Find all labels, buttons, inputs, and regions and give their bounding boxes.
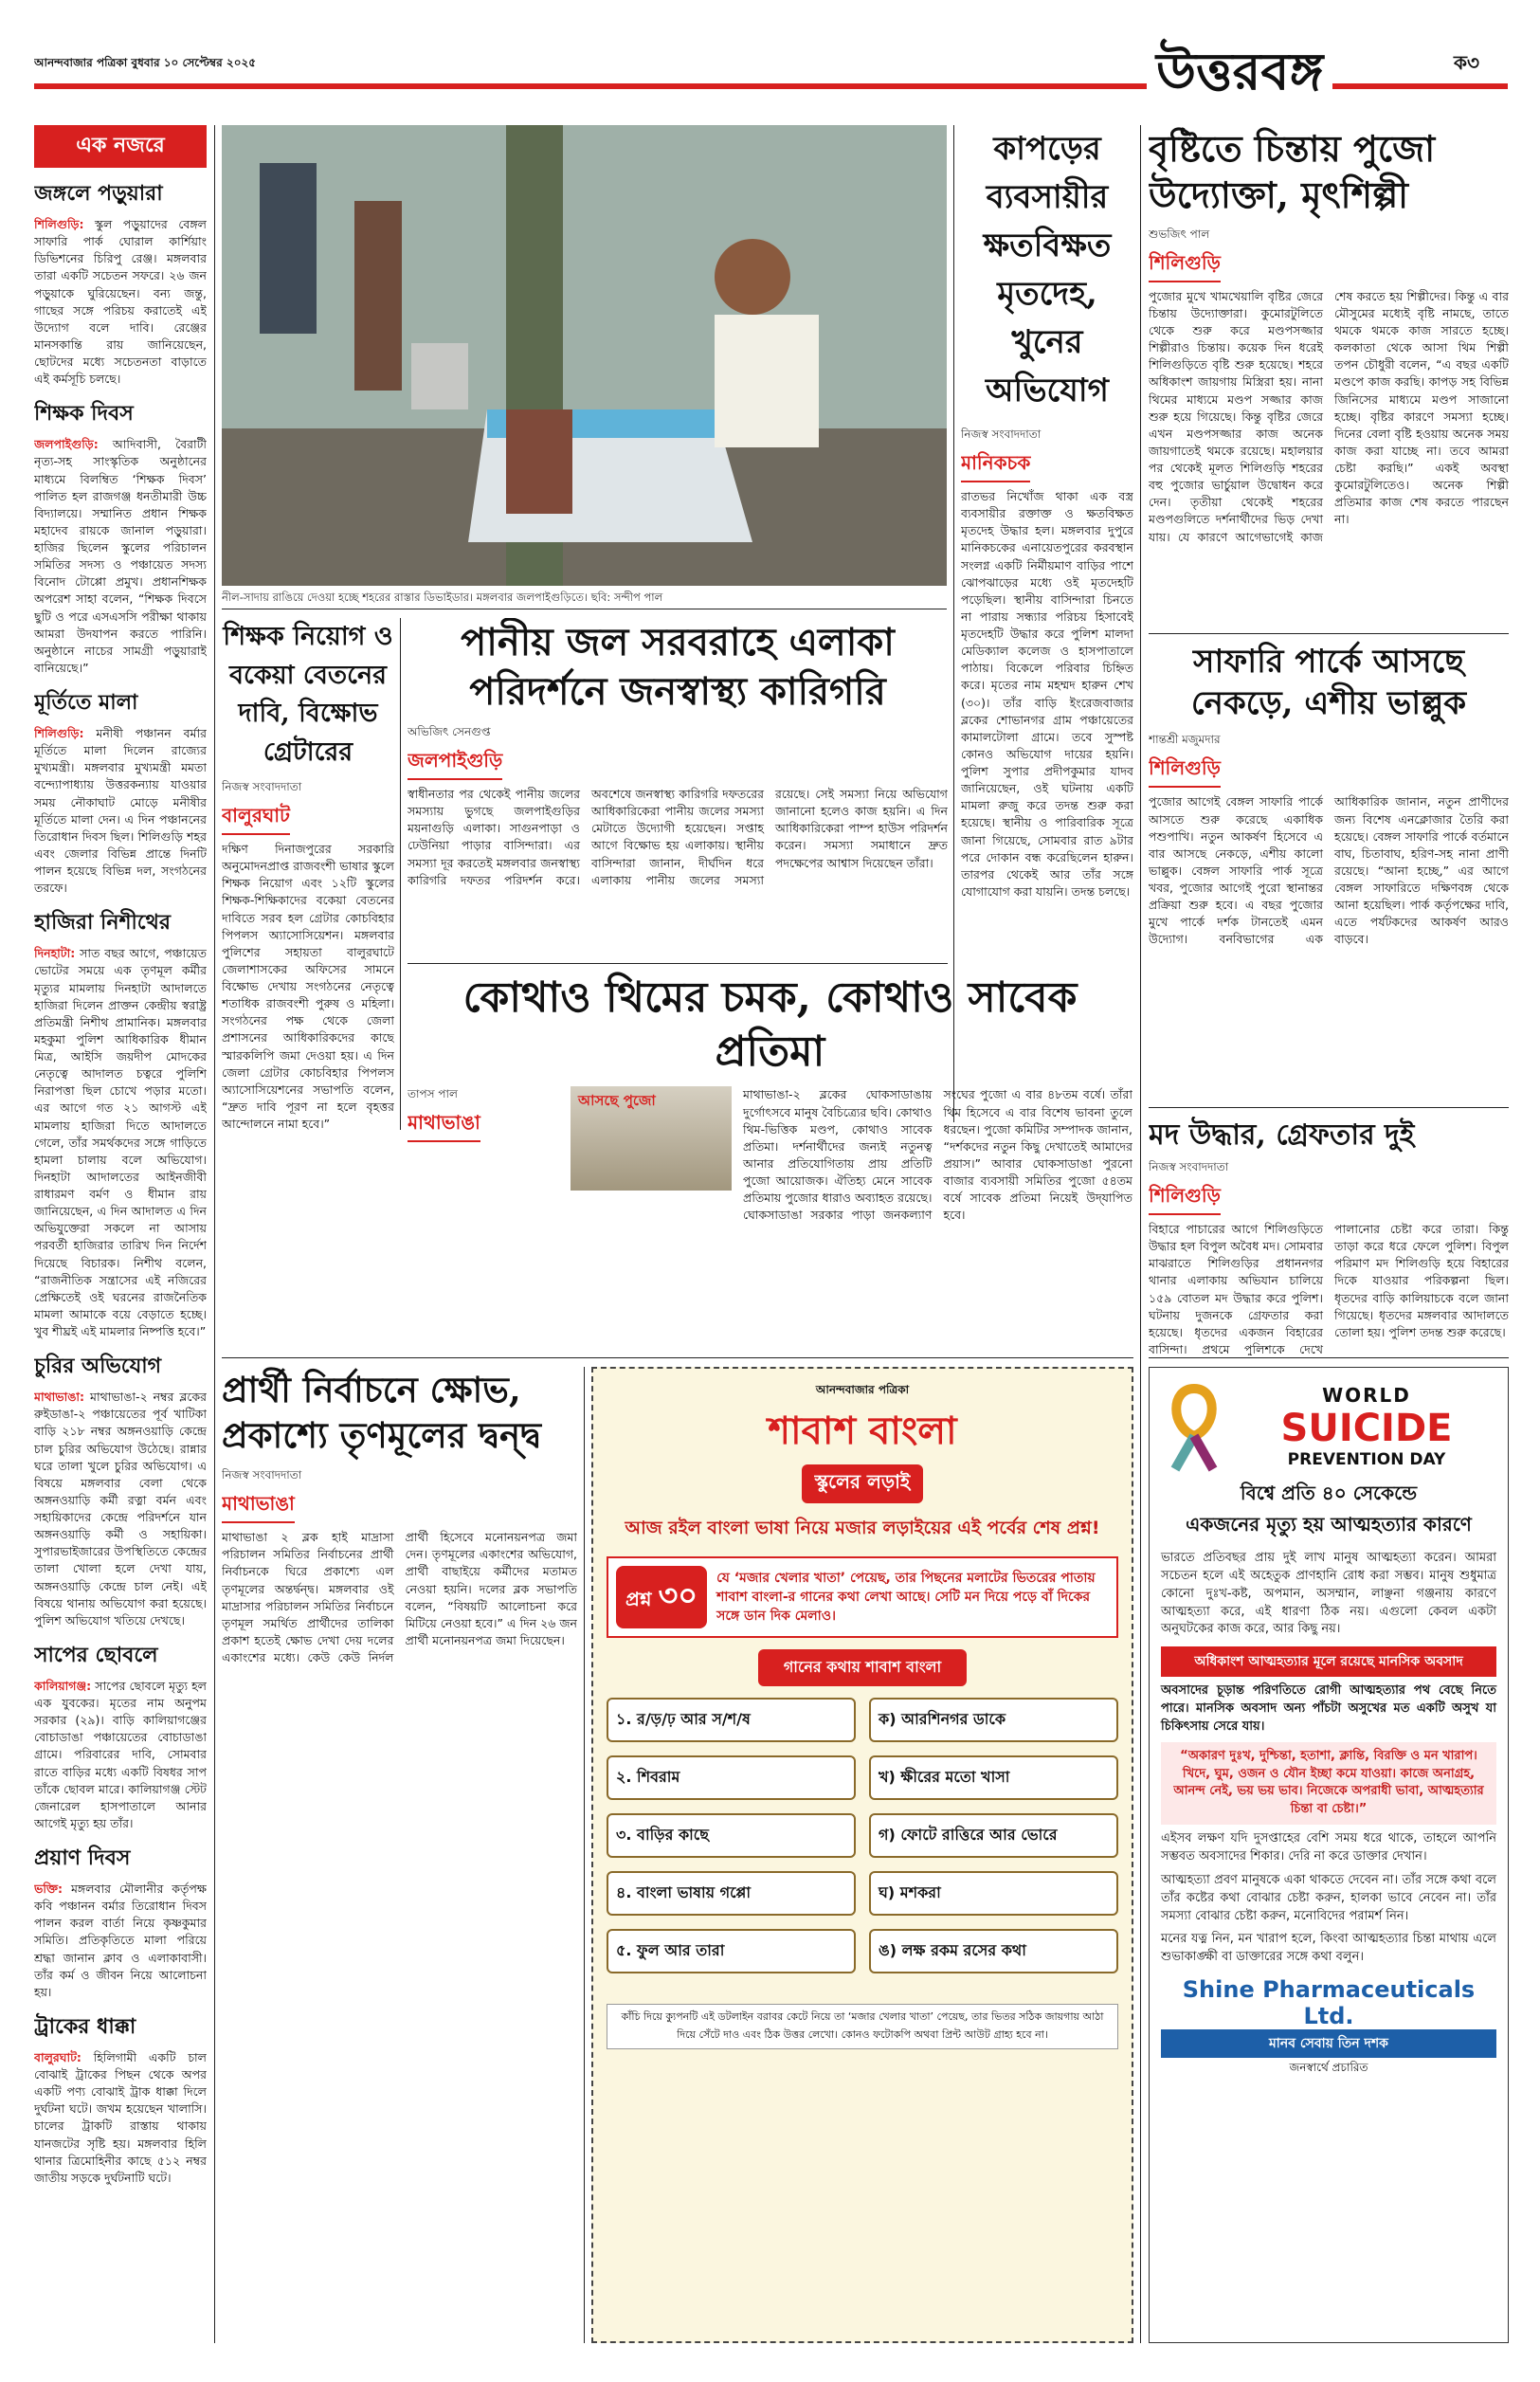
divider bbox=[1140, 125, 1141, 2343]
news-photo bbox=[222, 125, 947, 586]
teacher-headline: শিক্ষক নিয়োগ ও বকেয়া বেতনের দাবি, বিক্ষোভ গ্রেটারের bbox=[223, 622, 393, 767]
artisans-byline: শুভজিৎ পাল bbox=[1149, 227, 1210, 241]
quiz-option-left: ৩. বাড়ির কাছে bbox=[607, 1813, 856, 1858]
artisans-headline: বৃষ্টিতে চিন্তায় পুজো উদ্যোক্তা, মৃৎশিল্পী bbox=[1149, 127, 1436, 217]
sidebar-item-text: সাত বছর আগে, পঞ্চায়েত ভোটের সময়ে এক তৃণমূল কর্মীর মৃত্যুর মামলায় দিনহাটা আদালতে হাজিরা দিলেন প্রাক্তন কেন্দ্রীয় স্বরাষ্ট্র প্রতিমন্ত্রী নিশীথ প্রামানিক। মঙ্গলবার মহকুমা পুলিশ আধিকারিক ধীমান মিত্র, আইসি জয়দীপ মোদকের নেতৃত্বে আদালত চত্বরে পুলিশি নিরাপত্তা ছিল চোখে পড়ার মতো। এর আগে গত ২১ আগস্ট এই মামলায় হাজিরা দিতে আদালতে গেলে, তাঁর সমর্থকদের সঙ্গে গাড়িতে হামলা চালায় বলে অভিযোগ। দিনহাটা আদালতের আইনজীবী রাধারমণ বর্মণ ও ধীমান রায় জানিয়েছেন, এ দিন আদালত এ দিন অভিযুক্তেরা সকলে না আসায় পরবর্তী হাজিরার তারিখ দিন নির্দেশ দিয়েছে বিচারক। নিশীথ বলেন, “রাজনীতিক সন্ত্রাসের এই নজিরের প্রেক্ষিতেই ওই ঘরনের রাজনৈতিক মামলা আমাকে বয়ে বেড়াতে হচ্ছে। খুব শীঘ্রই এই মামলার নিষ্পত্তি হবে।” bbox=[34, 946, 207, 1338]
ad-sub2: একজনের মৃত্যু হয় আত্মহত্যার কারণে bbox=[1186, 1513, 1472, 1536]
quiz-tag: গানের কথায় শাবাশ বাংলা bbox=[758, 1649, 967, 1686]
crime-headline: কাপড়ের ব্যবসায়ীর ক্ষতবিক্ষত মৃতদেহ, খুনের অভিযোগ bbox=[983, 130, 1112, 409]
safari-place: শিলিগুড়ি bbox=[1149, 755, 1221, 788]
sidebar-item-headline: প্রয়াণ দিবস bbox=[34, 1846, 131, 1870]
water-byline: অভিজিৎ সেনগুপ্ত bbox=[408, 725, 491, 738]
liquor-place: শিলিগুড়ি bbox=[1149, 1182, 1221, 1215]
sidebar-item bbox=[34, 177, 207, 388]
ad-line3: PREVENTION DAY bbox=[1287, 1450, 1446, 1469]
sidebar-item-place: ভক্তি: bbox=[34, 1882, 63, 1896]
sidebar-item-place: জলপাইগুড়ি: bbox=[34, 437, 99, 452]
photo-caption: নীল-সাদায় রাঙিয়ে দেওয়া হচ্ছে শহরের রাস্তার ডিভাইডার। মঙ্গলবার জলপাইগুড়িতে। ছবি: সন্দীপ পাল bbox=[222, 591, 663, 604]
sidebar-item-headline: ট্রাকের ধাক্কা bbox=[34, 2013, 136, 2039]
sidebar-item-place: শিলিগুড়ি: bbox=[34, 726, 84, 740]
quiz-option-right: ঙ) লক্ষ রকম রসের কথা bbox=[869, 1929, 1118, 1973]
quiz-q-label: প্রশ্ন bbox=[625, 1588, 652, 1610]
tmc-place: মাথাভাঙা bbox=[222, 1490, 295, 1523]
sidebar-item-body bbox=[34, 216, 207, 388]
masthead-date: আনন্দবাজার পত্রিকা বুধবার ১০ সেপ্টেম্বর ২০২৫ bbox=[34, 56, 257, 69]
quiz-footer: কাঁচি দিয়ে ক্যুপনটি এই ডটলাইন বরাবর কেটে নিয়ে তা ‘মজার খেলার খাতা’ পেয়েছ, তার ভিতর সঠিক জায়গায় আঠা দিয়ে সেঁটে দাও এবং ঠিক উত্তর লেখো। কোনও ফটোকপি অথবা প্রিন্ট আউট গ্রাহ্য হবে না। bbox=[607, 2004, 1118, 2049]
quiz-columns bbox=[607, 1698, 1118, 1987]
sidebar-title: এক নজরে bbox=[34, 125, 207, 168]
sidebar-item-place: বালুরঘাট: bbox=[34, 2049, 82, 2064]
quiz-right-column bbox=[869, 1698, 1118, 1987]
awareness-ribbon-icon bbox=[1161, 1379, 1227, 1474]
idol-body: মাথাভাঙা-২ ব্লকের ঘোকসাডাঙায় দুর্গোৎসবে মানুষ বৈচিত্র্যের ছবি। কোথাও থিম-ভিত্তিক মণ্ডপ, কোথাও সাবেক প্রতিমা। দর্শনার্থীদের জন্যই নতুনত্ব আনার প্রতিযোগিতায় প্রায় প্রতিটি পুজো আয়োজক। ঐতিহ্য মেনে সাবেক প্রতিমায় পুজোর ধারাও অব্যাহত রয়েছে। ঘোকসাডাঙা সরকার পাড়া জনকল্যাণ সংঘের পুজো এ বার ৪৮তম বর্ষে। তাঁরা থিম হিসেবে এ বার বিশেষ ভাবনা তুলে ধরছেন। পুজো কমিটির সম্পাদক জানান, “দর্শকদের নতুন কিছু দেখাতেই আমাদের প্রয়াস।” আবার ঘোকসাডাঙা পুরনো বাজার ব্যবসায়ী সমিতির পুজো ৫৪তম বর্ষে সাবেক প্রতিমা নিয়েই উদ্‌যাপিত হবে। bbox=[743, 1087, 1132, 1223]
sidebar-item bbox=[34, 1350, 207, 1629]
sidebar-item bbox=[34, 1639, 207, 1832]
sidebar-item-place: দিনহাটা: bbox=[34, 946, 76, 961]
quiz-option-left: ৪. বাংলা ভাষায় গপ্পো bbox=[607, 1871, 856, 1916]
sidebar-item-body bbox=[34, 2049, 207, 2187]
quiz-q-number: ৩০ bbox=[658, 1577, 698, 1613]
sidebar-item-text: আদিবাসী, বৈরাটী নৃত্য-সহ সাংস্কৃতিক অনুষ্ঠানের মাধ্যমে বিলম্বিত ‘শিক্ষক দিবস’ পালিত হল রাজগঞ্জ ধনতীমারী উচ্চ বিদ্যালয়ে। সম্মানিত প্রধান শিক্ষক মহাদেব রায়কে জানাল পড়ুয়ারা। হাজির ছিলেন স্কুলের পরিচালন সমিতির সদস্য ও পঞ্চায়েত সদস্য বিনোদ টোপ্পো প্রমুখ। প্রধানশিক্ষক অপরেশ সাহা বলেন, “শিক্ষক দিবসে ছুটি ও পরে এসএসসি পরীক্ষা থাকায় আমরা উদযাপন করতে পারিনি। অনুষ্ঠানে নাচের সামগ্রী পড়ুয়ারাই বানিয়েছে।” bbox=[34, 437, 207, 675]
quiz-option-right: ক) আরশিনগর ডাকে bbox=[869, 1698, 1118, 1742]
quiz-option-right: গ) ফোটে রাত্তিরে আর ভোরে bbox=[869, 1813, 1118, 1858]
sidebar-item bbox=[34, 906, 207, 1340]
tmc-story bbox=[222, 1367, 577, 2343]
water-place: জলপাইগুড়ি bbox=[408, 747, 502, 780]
puja-logo-text: আসছে পুজো bbox=[578, 1092, 656, 1110]
crime-byline: নিজস্ব সংবাদদাতা bbox=[961, 427, 1042, 441]
sidebar-item-text: মনীষী পঞ্চানন বর্মার মূর্তিতে মালা দিলেন রাজ্যের মুখ্যমন্ত্রী। মঙ্গলবার মুখ্যমন্ত্রী মমতা বন্দ্যোপাধ্যায় উত্তরকন্যায় যাওয়ার সময় নৌকাঘাট মোড়ে মনীষীর মূর্তিতে মালা দেন। এ দিন পঞ্চাননের তিরোধান দিবস ছিল। শিলিগুড়ি শহর এবং জেলার বিভিন্ন প্রান্তে দিনটি পালন হয়েছে বিভিন্ন দল, সংগঠনের তরফে। bbox=[34, 726, 207, 896]
quiz-option-right: খ) ক্ষীরের মতো খাসা bbox=[869, 1755, 1118, 1800]
ad-para2: অবসাদের চূড়ান্ত পরিণতিতে রোগী আত্মহত্যার পথ বেছে নিতে পারে। মানসিক অবসাদ অন্য পাঁচটা অসুখের মত একটি অসুখ যা চিকিৎসায় সেরে যায়। bbox=[1161, 1683, 1496, 1734]
divider bbox=[584, 1367, 585, 2343]
sidebar-item-text: মাথাভাঙা-২ নম্বর ব্লকের রুইডাঙা-২ পঞ্চায়েতের পূর্ব খাটিকা বাড়ি ২১৮ নম্বর অঙ্গনওয়াড়ি কেন্দ্রে চাল চুরির অভিযোগ উঠেছে। রান্নার ঘরে তালা খুলে চুরির অভিযোগ। এ বিষয়ে মঙ্গলবার বেলা থেকে অঙ্গনওয়াড়ি কর্মী রত্না বর্মন এবং সহায়িকাদের কেন্দ্রে পরিদর্শনে যান অঙ্গনওয়াড়ি কর্মী ও সহায়িকা। সুপারভাইজারের উপস্থিতিতে কেন্দ্রের তালা খোলা হলে দেখা যায়, অঙ্গনওয়াড়ি কেন্দ্রে চাল নেই। এই বিষয়ে থানায় অভিযোগ করা হয়েছে। পুলিশ অভিযোগ খতিয়ে দেখছে। bbox=[34, 1390, 207, 1627]
sidebar-item-body bbox=[34, 436, 207, 677]
safari-story bbox=[1149, 641, 1509, 1100]
suicide-ad bbox=[1149, 1367, 1509, 2343]
liquor-headline: মদ উদ্ধার, গ্রেফতার দুই bbox=[1149, 1118, 1415, 1152]
page-number: ক৩ bbox=[1450, 49, 1483, 81]
ad-line2: SUICIDE bbox=[1280, 1407, 1453, 1450]
sidebar-item-headline: মূর্তিতে মালা bbox=[34, 690, 138, 715]
divider bbox=[1149, 1107, 1509, 1108]
idol-place: মাথাভাঙা bbox=[408, 1109, 480, 1142]
teacher-story bbox=[222, 618, 394, 1130]
sidebar-item-headline: জঙ্গলে পড়ুয়ারা bbox=[34, 181, 163, 206]
idol-story bbox=[408, 971, 1132, 1354]
idol-byline: তাপস পাল bbox=[408, 1087, 458, 1101]
puja-logo bbox=[571, 1086, 732, 1191]
sidebar-item bbox=[34, 686, 207, 897]
quiz-brand: আনন্দবাজার পত্রিকা bbox=[815, 1383, 910, 1396]
ad-company: Shine Pharmaceuticals Ltd. bbox=[1182, 1976, 1476, 2030]
sidebar-item-body bbox=[34, 1881, 207, 2001]
quiz-question: যে ‘মজার খেলার খাতা’ পেয়েছ, তার পিছনের মলাটের ভিতরের পাতায় শাবাশ বাংলা-র গানের কথা লেখা আছে। সেটি মন দিয়ে পড়ে বাঁ দিকের সঙ্গে ডান দিক মেলাও। bbox=[716, 1570, 1096, 1625]
quiz-intro: আজ রইল বাংলা ভাষা নিয়ে মজার লড়াইয়ের এই পর্বের শেষ প্রশ্ন! bbox=[625, 1518, 1100, 1538]
sidebar-item-body bbox=[34, 945, 207, 1340]
tmc-headline: প্রার্থী নির্বাচনে ক্ষোভ, প্রকাশ্যে তৃণমূলের দ্বন্দ্ব bbox=[222, 1369, 542, 1457]
sidebar-item bbox=[34, 2010, 207, 2187]
liquor-body: বিহারে পাচারের আগে শিলিগুড়িতে উদ্ধার হল বিপুল অবৈধ মদ। সোমবার মাঝরাতে শিলিগুড়ির প্রধাননগর থানার এলাকায় অভিযান চালিয়ে ১৫৯ বোতল মদ উদ্ধার করে পুলিশ। ঘটনায় দুজনকে গ্রেফতার করা হয়েছে। ধৃতদের একজন বিহারের বাসিন্দা। প্রথমে পুলিশকে দেখে পালানোর চেষ্টা করে তারা। কিন্তু তাড়া করে ধরে ফেলে পুলিশ। বিপুল পরিমাণ মদ শিলিগুড়ি হয়ে বিহারের দিকে যাওয়ার পরিকল্পনা ছিল। ধৃতদের বাড়ি কালিয়াচকে বলে জানা গিয়েছে। ধৃতদের মঙ্গলবার আদালতে তোলা হয়। পুলিশ তদন্ত শুরু করেছে। bbox=[1149, 1222, 1509, 1355]
teacher-byline: নিজস্ব সংবাদদাতা bbox=[222, 780, 302, 793]
liquor-byline: নিজস্ব সংবাদদাতা bbox=[1149, 1160, 1229, 1173]
sidebar-item bbox=[34, 397, 207, 677]
section-title: উত্তরবঙ্গ bbox=[1147, 32, 1332, 118]
quiz-option-left: ৫. ফুল আর তারা bbox=[607, 1929, 856, 1973]
water-story bbox=[408, 618, 948, 959]
ad-symptoms: “অকারণ দুঃখ, দুশ্চিন্তা, হতাশা, ক্লান্তি, বিরক্তি ও মন খারাপ। খিদে, ঘুম, ওজন ও যৌন ইচ্ছা কমে যাওয়া। কাজে অনাগ্রহ, আনন্দ নেই, ভয় ভয় ভাব। নিজেকে অপরাধী ভাবা, আত্মহত্যার চিন্তা বা চেষ্টা।” bbox=[1161, 1742, 1496, 1825]
tmc-byline: নিজস্ব সংবাদদাতা bbox=[222, 1468, 302, 1482]
quiz-title: শাবাশ বাংলা bbox=[768, 1409, 957, 1453]
sidebar-item-body bbox=[34, 1678, 207, 1832]
divider bbox=[222, 1357, 1133, 1358]
divider bbox=[214, 125, 215, 2343]
quiz-left-column bbox=[607, 1698, 856, 1987]
sidebar-item-place: শিলিগুড়ি: bbox=[34, 217, 84, 231]
sidebar-item-place: মাথাভাঙা: bbox=[34, 1390, 85, 1405]
ad-line1: WORLD bbox=[1322, 1384, 1411, 1407]
divider bbox=[400, 618, 401, 1130]
ad-para4: আত্মহত্যা প্রবণ মানুষকে একা থাকতে দেবেন না। তাঁর সঙ্গে কথা বলে তাঁর কষ্টের কথা বোঝার চেষ্টা করুন, হালকা ভাবে নেবেন না। তাঁর সমস্যা বোঝার চেষ্টা করুন, মনোবিদের পরামর্শ নিন। bbox=[1161, 1872, 1496, 1923]
news-photo-illustration bbox=[222, 125, 947, 586]
ad-para5: মনের যত্ন নিন, মন খারাপ হলে, কিংবা আত্মহত্যার চিন্তা মাথায় এলে শুভাকাঙ্ক্ষী বা ডাক্তারের সঙ্গে কথা বলুন। bbox=[1161, 1932, 1496, 1965]
sidebar-item-text: সাপের ছোবলে মৃত্যু হল এক যুবকের। মৃতের নাম অনুপম সরকার (২৯)। বাড়ি কালিয়াগঞ্জের বোচাডাঙা পঞ্চায়েতের বোচাডাঙা গ্রামে। পরিবারের দাবি, সোমবার রাতে বাড়ির মধ্যে একটি বিষধর সাপ তাঁকে ছোবল মারে। কালিয়াগঞ্জ স্টেট জেনারেল হাসপাতালে আনার আগেই মৃত্যু হয় তাঁর। bbox=[34, 1678, 207, 1830]
safari-byline: শান্তশ্রী মজুমদার bbox=[1149, 733, 1221, 747]
sidebar-item-headline: সাপের ছোবলে bbox=[34, 1642, 158, 1667]
quiz-ad bbox=[591, 1367, 1133, 2343]
quiz-option-left: ২. শিবরাম bbox=[607, 1755, 856, 1800]
ad-para1: ভারতে প্রতিবছর প্রায় দুই লাখ মানুষ আত্মহত্যা করেন। আমরা সচেতন হলে এই অহেতুক প্রাণহানি রোধ করা সম্ভব। মানুষ শুধুমাত্র কোনো দুঃখ-কষ্ট, অপমান, অসম্মান, লাঞ্ছনা গঞ্জনায় কারণে আত্মহত্যা করে, এই ধারণা ঠিক নয়। এগুলো কেবল একটা অনুঘটকের কাজ করে, আর কিছু নয়। bbox=[1161, 1551, 1496, 1637]
crime-body: রাতভর নিখোঁজ থাকা এক বস্ত্র ব্যবসায়ীর রক্তাক্ত ও ক্ষতবিক্ষত মৃতদেহ উদ্ধার হল। মঙ্গলবার দুপুরে মানিকচকের এনায়েতপুরের করবস্থান সংলগ্ন একটি নির্মীয়মাণ বাড়ির পাশে ঝোপঝাড়ের মধ্যে ওই মৃতদেহটি পড়েছিল। স্থানীয় বাসিন্দারা চিনতে না পারায় সন্ধ্যার পরিচয় হিসাবেই মৃতদেহটি উদ্ধার করে পুলিশ মালদা মেডিক্যাল কলেজ ও হাসপাতালে পাঠায়। বিকেলে পরিবার চিহ্নিত করে। মৃতের নাম মহম্মদ হারুন শেখ (৩০)। তাঁর বাড়ি ইংরেজবাজার ব্লকের শোভানগর গ্রাম পঞ্চায়েতের কামালটোলা গ্রামে। তবে সুস্পষ্ট কোনও অভিযোগ দায়ের হয়নি। পুলিশ সুপার প্রদীপকুমার যাদব জানিয়েছেন, ওই ঘটনায় একটি মামলা রুজু করে তদন্ত শুরু করা হয়েছে। স্থানীয় ও পারিবারিক সূত্রে জানা গিয়েছে, সোমবার রাত ৯টার পরে দোকান বন্ধ করেছিলেন হারুন। তারপর থেকেই আর তাঁর সঙ্গে যোগাযোগ করা যায়নি। তদন্ত চলছে। bbox=[961, 489, 1133, 899]
safari-headline: সাফারি পার্কে আসছে নেকড়ে, এশীয় ভাল্লুক bbox=[1190, 643, 1467, 723]
divider bbox=[1149, 633, 1509, 634]
safari-body: পুজোর আগেই বেঙ্গল সাফারি পার্কে আসতে শুরু করেছে একাধিক পশুপাখি। নতুন আকর্ষণ হিসেবে এ বার আসছে নেকড়ে, এশীয় কালো ভাল্লুক। বেঙ্গল সাফারি পার্ক সূত্রে খবর, পুজোর আগেই পুরো স্থানান্তর প্রক্রিয়া শুরু হবে। এ বছর পুজোর মুখে পার্কে দর্শক টানতেই এমন উদ্যোগ। বনবিভাগের এক আধিকারিক জানান, নতুন প্রাণীদের জন্য বিশেষ এনক্লোজার তৈরি করা হয়েছে। বেঙ্গল সাফারি পার্কে বর্তমানে বাঘ, চিতাবাঘ, হরিণ-সহ নানা প্রাণী রয়েছে। “আনা হচ্ছে,” এর আগে বেঙ্গল সাফারিতে দক্ষিণবঙ্গ থেকে আনা হয়েছিল। পার্ক কর্তৃপক্ষের দাবি, এতে পর্যটকদের আকর্ষণ আরও বাড়বে। bbox=[1149, 794, 1509, 947]
sidebar-item-headline: চুরির অভিযোগ bbox=[34, 1354, 162, 1379]
quiz-option-left: ১. র/ড়/ঢ় আর স/শ/ষ bbox=[607, 1698, 856, 1742]
divider bbox=[408, 963, 948, 964]
sidebar-list bbox=[34, 177, 207, 2187]
sidebar-item-place: কালিয়াগঞ্জ: bbox=[34, 1678, 92, 1693]
crime-place: মানিকচক bbox=[961, 449, 1030, 482]
teacher-place: বালুরঘাট bbox=[222, 802, 290, 835]
sidebar bbox=[34, 125, 207, 2343]
water-headline: পানীয় জল সরবরাহে এলাকা পরিদর্শনে জনস্বাস্থ্য কারিগরি bbox=[461, 620, 895, 714]
quiz-option-right: ঘ) মশকরা bbox=[869, 1871, 1118, 1916]
sidebar-item bbox=[34, 1842, 207, 2001]
sidebar-item-text: স্কুল পড়ুয়াদের বেঙ্গল সাফারি পার্ক ঘোরাল কার্শিয়াং ডিভিশনের চিরিপু রেঞ্জ। মঙ্গলবার তারা একটি সচেতন সফরে। ২৬ জন পড়ুয়াকে ঘুরিয়েছেন। বন্য জন্তু, গাছের সঙ্গে পরিচয় করাতেই এই উদ্যোগ বলে দাবি। রেঞ্জের মানসকান্তি রায় জানিয়েছেন, ছোটদের মধ্যে সচেতনতা বাড়াতে এই কর্মসূচি চলছে। bbox=[34, 217, 207, 387]
divider bbox=[1149, 1357, 1509, 1358]
water-body: স্বাধীনতার পর থেকেই পানীয় জলের সমস্যায় ভুগছে জলপাইগুড়ির ময়নাগুড়ি এলাকা। সাগুনপাড়া ও ঢেউনিয়া পাড়ার বাসিন্দারা। এর সমস্যা দূর করতেই মঙ্গলবার জনস্বাস্থ্য কারিগরি দফতর পরিদর্শন করে। অবশেষে জনস্বাস্থ্য কারিগরি দফতরের আধিকারিকেরা পানীয় জলের সমস্যা মেটাতে উদ্যোগী হয়েছেন। সপ্তাহ আগে বিক্ষোভ হয় এলাকায়। স্থানীয় বাসিন্দারা জানান, দীর্ঘদিন ধরে এলাকায় পানীয় জলের সমস্যা রয়েছে। সেই সমস্যা নিয়ে অভিযোগ জানানো হলেও কাজ হয়নি। এ দিন আধিকারিকেরা পাম্প হাউস পরিদর্শন করেন। সমস্যা সমাধানে দ্রুত পদক্ষেপের আশ্বাস দিয়েছেন তাঁরা। bbox=[408, 787, 948, 887]
ad-warning: অধিকাংশ আত্মহত্যার মূলে রয়েছে মানসিক অবসাদ bbox=[1161, 1646, 1496, 1677]
ad-sub1: বিশ্বে প্রতি ৪০ সেকেন্ডে bbox=[1240, 1482, 1418, 1504]
sidebar-item-headline: শিক্ষক দিবস bbox=[34, 401, 134, 427]
ad-credit: জনস্বার্থে প্রচারিত bbox=[1289, 2061, 1368, 2075]
quiz-subtitle: স্কুলের লড়াই bbox=[802, 1464, 924, 1503]
sidebar-item-text: হিলিগামী একটি চাল বোঝাই ট্রাকের পিছন থেকে অপর একটি পণ্য বোঝাই ট্রাক ধাক্কা দিলে দুর্ঘটনা ঘটে। জখম হয়েছেন খালাসি। চালের ট্রাকটি রাস্তায় থাকায় যানজটের সৃষ্টি হয়। মঙ্গলবার হিলি থানার ত্রিমোহিনীর কাছে ৫১২ নম্বর জাতীয় সড়কে দুর্ঘটনাটি ঘটে। bbox=[34, 2049, 207, 2185]
tmc-body: মাথাভাঙা ২ ব্লক হাই মাদ্রাসা পরিচালন সমিতির নির্বাচনের প্রার্থী নির্বাচনকে ঘিরে প্রকাশ্যে এল তৃণমূলের অন্তর্দ্বন্দ্ব। মঙ্গলবার ওই মাদ্রাসার পরিচালন সমিতির নির্বাচনে তৃণমূল সমর্থিত প্রার্থীদের তালিকা প্রকাশ হতেই ক্ষোভ দেখা দেয় দলের একাংশের মধ্যে। কেউ কেউ নির্দল প্রার্থী হিসেবে মনোনয়নপত্র জমা দেন। তৃণমূলের একাংশের অভিযোগ, প্রার্থী বাছাইয়ে কর্মীদের মতামত নেওয়া হয়নি। দলের ব্লক সভাপতি বলেন, “বিষয়টি আলোচনা করে মিটিয়ে নেওয়া হবে।” এ দিন ২৬ জন প্রার্থী মনোনয়নপত্র জমা দিয়েছেন। bbox=[222, 1530, 577, 1665]
artisans-story bbox=[1149, 125, 1509, 626]
sidebar-item-headline: হাজিরা নিশীথের bbox=[34, 910, 171, 936]
sidebar-item-body bbox=[34, 725, 207, 897]
ad-tagline: মানব সেবায় তিন দশক bbox=[1161, 2029, 1496, 2058]
artisans-place: শিলিগুড়ি bbox=[1149, 249, 1221, 282]
crime-story bbox=[961, 125, 1133, 1111]
teacher-body: দক্ষিণ দিনাজপুরের সরকারি অনুমোদনপ্রাপ্ত রাজবংশী ভাষার স্কুলে শিক্ষক নিয়োগ এবং ১২টি স্কুলের শিক্ষক-শিক্ষিকাদের বকেয়া বেতনের দাবিতে সরব হল গ্রেটার কোচবিহার পিপলস অ্যাসোসিয়েশন। মঙ্গলবার পুলিশের সহায়তা বালুরঘাটে জেলাশাসকের অফিসের সামনে বিক্ষোভ দেখায় সংগঠনের নেতৃত্বে শতাধিক রাজবংশী পুরুষ ও মহিলা। সংগঠনের পক্ষ থেকে জেলা প্রশাসনের আধিকারিকদের কাছে স্মারকলিপি জমা দেওয়া হয়। এ দিন জেলা গ্রেটার কোচবিহার পিপলস অ্যাসোসিয়েশনের সভাপতি বলেন, “দ্রুত দাবি পূরণ না হলে বৃহত্তর আন্দোলনে নামা হবে।” bbox=[222, 842, 394, 1130]
liquor-story bbox=[1149, 1117, 1509, 1355]
idol-headline: কোথাও থিমের চমক, কোথাও সাবেক প্রতিমা bbox=[462, 973, 1078, 1077]
sidebar-item-body bbox=[34, 1389, 207, 1629]
ad-para3: এইসব লক্ষণ যদি দুসপ্তাহের বেশি সময় ধরে থাকে, তাহলে আপনি সম্ভবত অবসাদের শিকার। দেরি না করে ডাক্তার দেখান। bbox=[1161, 1831, 1496, 1864]
artisans-body: পুজোর মুখে খামখেয়ালি বৃষ্টির জেরে চিন্তায় উদ্যোক্তারা। কুমোরটুলিতে থেকে শুরু করে মণ্ডপসজ্জার শিল্পীরাও চিন্তায়। কয়েক দিন ধরেই শিলিগুড়িতে বৃষ্টি শুরু হয়েছে। শহরে অধিকাংশ জায়গায় মিস্ত্রিরা হয়। নানা থিমের মাধ্যমে মণ্ডপ সজ্জার কাজ শুরু হয়ে গিয়েছে। কিন্তু বৃষ্টির জেরে এখন মণ্ডপসজ্জার কাজ অনেক জায়গাতেই থমকে রয়েছে। মহালয়ার পর থেকেই মূলত শিলিগুড়ি শহরের বহু পুজোর ভার্চুয়াল উদ্বোধন করে দেন। তৃতীয়া থেকেই শহরের মণ্ডপগুলিতে দর্শনার্থীদের ভিড় দেখা যায়। যে কারণে আগেভাগেই কাজ শেষ করতে হয় শিল্পীদের। কিন্তু এ বার মৌসুমের মধ্যেই বৃষ্টি নামছে, তাতে থমকে থমকে কাজ সারতে হচ্ছে। কলকাতা থেকে আসা থিম শিল্পী তপন চৌধুরী বলেন, “এ বছর একটি মণ্ডপে কাজ করছি। কাপড় সহ বিভিন্ন জিনিসের মাধ্যমে মণ্ডপ সাজানো হচ্ছে। বৃষ্টির কারণে সমস্যা হচ্ছে। দিনের বেলা বৃষ্টি হওয়ায় অনেক সময় কাজ করা যাচ্ছে না। তবে আমরা চেষ্টা করছি।” একই অবস্থা কুমোরটুলিতেও। অনেক শিল্পী প্রতিমার কাজ শেষ করতে পারছেন না। bbox=[1149, 288, 1509, 544]
sidebar-item-text: মঙ্গলবার মৌলানীর কর্তৃপক্ষ কবি পঞ্চানন বর্মার তিরোধান দিবস পালন করল বার্তা নিয়ে কৃষ্ণকুমার সমিতি। প্রতিকৃতিতে মালা পরিয়ে শ্রদ্ধা জানান ক্লাব ও এলাকাবাসী। তাঁর কর্ম ও জীবন নিয়ে আলোচনা হয়। bbox=[34, 1882, 207, 1999]
